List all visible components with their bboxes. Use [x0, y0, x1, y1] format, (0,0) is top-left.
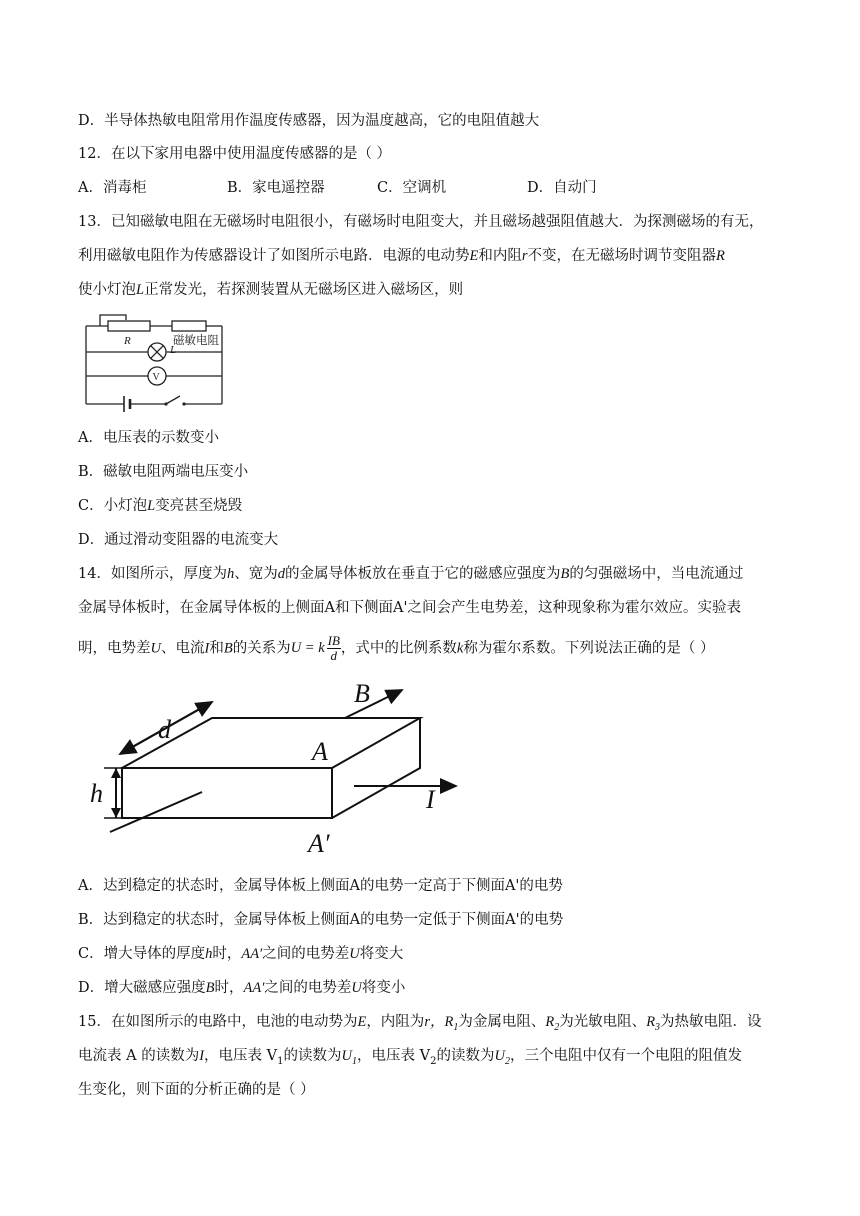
symbol-r-var: R [716, 248, 725, 264]
q14-text: 的匀强磁场中，当电流通过 [569, 566, 744, 582]
q15-text: 为金属电阻、 [458, 1014, 546, 1030]
q15-stem-line2 [78, 1046, 742, 1072]
q13-option-c-text: 变亮甚至烧毁 [155, 498, 243, 514]
symbol-r: r， [424, 1014, 445, 1030]
q14-text: 14．如图所示，厚度为 [78, 566, 227, 582]
q11-option-d [78, 111, 539, 131]
q14-text: 和 [209, 640, 224, 657]
q14-option-c-text: 时， [212, 946, 242, 962]
symbol-h: h [205, 946, 213, 962]
q14-option-b [78, 910, 563, 930]
subscript: 2 [554, 1021, 560, 1033]
q14-text: 、电流 [160, 640, 205, 657]
q14-option-d-text: 时， [214, 980, 244, 996]
formula-lhs: U = k [290, 639, 325, 656]
switch-symbol [166, 396, 180, 404]
plate-right-face [332, 718, 420, 818]
q15-stem-line3 [78, 1080, 315, 1100]
q14-text: ，式中的比例系数 [340, 640, 457, 657]
q14-option-d-text: 之间的电势差 [264, 980, 352, 996]
symbol-u: U [349, 946, 360, 962]
q13-circuit-diagram [80, 312, 230, 414]
plate-front-face [122, 768, 332, 818]
q14-text: 明，电势差 [78, 640, 151, 657]
q15-text: 为热敏电阻．设 [660, 1014, 762, 1030]
q13-option-a [78, 428, 219, 448]
symbol-aa-prime: AA′ [241, 946, 263, 962]
q14-text: 的关系为 [232, 640, 291, 657]
q12-stem [78, 144, 391, 164]
q14-option-c-text: 将变大 [359, 946, 404, 962]
q15-text: 的读数为 [283, 1048, 342, 1064]
q13-option-b [78, 462, 248, 482]
q14-option-d-text: 将变小 [361, 980, 406, 996]
symbol-u2: $U_2$ [494, 1048, 510, 1067]
q13-option-c [78, 496, 242, 516]
circuit-label-v: V [152, 372, 160, 383]
q14-stem-line2 [78, 598, 741, 618]
symbol-l: L [147, 498, 156, 514]
symbol-a-prime: A' [392, 600, 408, 616]
q15-text: ，内阻为 [366, 1014, 425, 1030]
q15-text: 电流表 A 的读数为 [78, 1048, 200, 1064]
q14-text: 之间会产生电势差，这种现象称为霍尔效应。实验表 [407, 600, 741, 616]
q14-option-d [78, 978, 405, 998]
symbol-u: U [351, 980, 362, 996]
symbol-k: k [456, 640, 464, 657]
hall-label-a-prime: A′ [308, 829, 330, 858]
q15-text: 的读数为 [436, 1048, 495, 1064]
circuit-label-magnet-resistor: 磁敏电阻 [173, 335, 219, 347]
q14-option-c-text: C．增大导体的厚度 [78, 946, 206, 962]
symbol-r: r [521, 248, 528, 264]
q13-text: 利用磁敏电阻作为传感器设计了如图所示电路．电源的电动势 [78, 248, 470, 264]
hall-label-a: A [312, 737, 328, 766]
q14-option-a-text: 的电势 [519, 878, 563, 894]
q13-stem-line2 [78, 246, 725, 266]
circuit-label-r: R [124, 335, 131, 347]
q13-stem-line3 [78, 280, 463, 300]
q14-text: 金属导体板时，在金属导体板的上侧面A和下侧面 [78, 600, 393, 616]
q14-option-d-text: D．增大磁感应强度 [78, 980, 206, 996]
q13-option-c-text: C．小灯泡 [78, 498, 148, 514]
q13-option-a-text: A．电压表的示数变小 [78, 430, 219, 446]
q14-option-c [78, 944, 403, 964]
q11-option-d-text: D．半导体热敏电阻常用作温度传感器，因为温度越高，它的电阻值越大 [78, 113, 540, 129]
q15-stem-line1 [78, 1012, 762, 1038]
symbol-b: B [205, 980, 215, 996]
q15-text: ，电压表 V [204, 1048, 278, 1064]
q13-option-d [78, 530, 278, 550]
magnet-resistor-symbol [172, 321, 206, 331]
symbol-u: U [150, 640, 161, 657]
q12-stem-text: 12．在以下家用电器中使用温度传感器的是（ ） [78, 146, 392, 162]
q13-option-b-text: B．磁敏电阻两端电压变小 [78, 464, 249, 480]
symbol-r3: $R_3$ [646, 1014, 661, 1033]
symbol-aa-prime: AA′ [243, 980, 265, 996]
q14-option-a-text: A．达到稳定的状态时，金属导体板上侧面A的电势一定高于下侧面 [78, 878, 505, 894]
q15-text: 15．在如图所示的电路中，电池的电动势为 [78, 1014, 358, 1030]
q14-option-b-text: B．达到稳定的状态时，金属导体板上侧面A的电势一定低于下侧面 [78, 912, 506, 928]
symbol-r1: $R_1$ [444, 1014, 459, 1033]
q15-text: 生变化，则下面的分析正确的是（ ） [78, 1082, 315, 1098]
q13-option-d-text: D．通过滑动变阻器的电流变大 [78, 532, 279, 548]
q13-text: 正常发光，若探测装置从无磁场区进入磁场区，则 [144, 282, 464, 298]
q13-text: 不变，在无磁场时调节变阻器 [527, 248, 717, 264]
q12-option-d: D．自动门 [527, 180, 597, 196]
symbol-b: B [560, 566, 570, 582]
q13-stem-line1-text: 13．已知磁敏电阻在无磁场时电阻很小，有磁场时电阻变大，并且磁场越强阻值越大．为探测磁场的有无， [78, 214, 764, 230]
subscript: 2 [430, 1055, 437, 1067]
symbol-r2: $R_2$ [545, 1014, 560, 1033]
symbol-b: B [223, 640, 233, 657]
q14-text: 称为霍尔系数。下列说法正确的是（ ） [463, 640, 715, 657]
subscript: 1 [277, 1055, 284, 1067]
subscript: 1 [453, 1021, 459, 1033]
q13-text: 和内阻 [478, 248, 522, 264]
symbol-a-prime: A' [504, 878, 520, 894]
q12-option-c: C．空调机 [377, 180, 447, 196]
q14-option-b-text: 的电势 [519, 912, 564, 928]
q15-text: ，三个电阻中仅有一个电阻的阻值发 [509, 1048, 742, 1064]
q14-option-a [78, 876, 563, 896]
subscript: 1 [352, 1055, 357, 1067]
symbol-a-prime: A' [505, 912, 520, 928]
hall-label-b: B [354, 680, 370, 708]
b-field-line-back [110, 792, 202, 832]
q14-stem-line3 [78, 634, 714, 663]
symbol-d: d [277, 566, 285, 582]
symbol-h: h [226, 566, 235, 582]
subscript: 2 [504, 1055, 510, 1067]
formula-denominator: d [330, 648, 338, 663]
q14-text: 、宽为 [234, 566, 278, 582]
symbol-l: L [136, 282, 145, 298]
hall-label-d: d [158, 715, 171, 744]
hall-effect-figure [90, 680, 480, 860]
circuit-label-l: L [170, 344, 177, 356]
symbol-i: I [204, 640, 210, 657]
q13-text: 使小灯泡 [78, 282, 136, 298]
symbol-u1: $U_1$ [341, 1048, 357, 1067]
q12-option-b: B．家电遥控器 [227, 180, 325, 196]
q15-text: ，电压表 V [357, 1048, 431, 1064]
q14-option-c-text: 之间的电势差 [262, 946, 350, 962]
q14-stem-line1 [78, 564, 743, 584]
hall-label-i: I [426, 785, 435, 814]
hall-label-h: h [90, 779, 103, 808]
hall-formula [291, 634, 341, 663]
symbol-e: E [469, 248, 479, 264]
q12-option-a: A．消毒柜 [78, 180, 147, 196]
q15-text: 为光敏电阻、 [559, 1014, 647, 1030]
formula-numerator: IB [327, 633, 340, 648]
symbol-e: E [357, 1014, 367, 1030]
q14-text: 的金属导体板放在垂直于它的磁感应强度为 [284, 566, 561, 582]
symbol-i: I [199, 1048, 205, 1064]
q13-stem-line1 [78, 212, 763, 232]
rheostat-symbol [108, 321, 150, 331]
